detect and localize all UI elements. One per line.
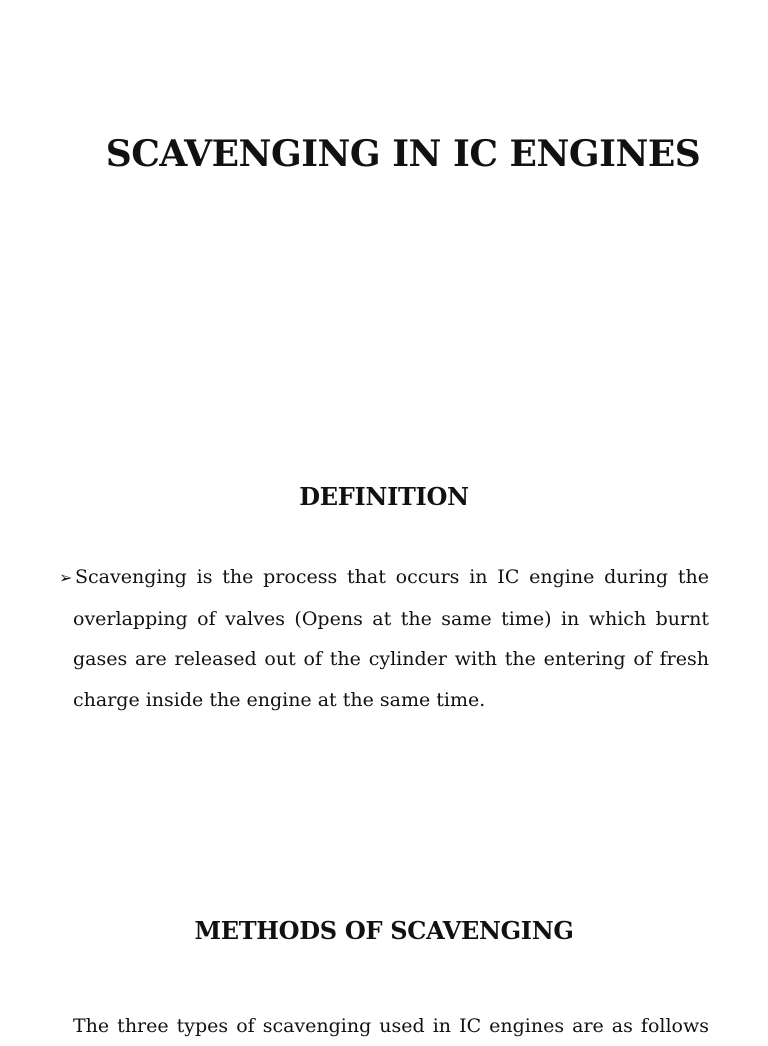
page-title: SCAVENGING IN IC ENGINES (105, 133, 701, 175)
arrow-bullet-icon: ➢ (59, 568, 73, 587)
definition-text-line: overlapping of valves (Opens at the same time) in which burnt (73, 607, 709, 630)
methods-heading: METHODS OF SCAVENGING (194, 916, 574, 945)
definition-text-line: gases are released out of the cylinder with the entering of fresh (73, 648, 709, 670)
bullet-line-1 (59, 557, 709, 599)
methods-intro-text: The three types of scavenging used in IC engines are as follows (73, 1015, 709, 1037)
definition-heading: DEFINITION (299, 482, 469, 511)
definition-bullet (59, 557, 709, 720)
definition-text-line: charge inside the engine at the same time. (73, 688, 486, 711)
definition-text-line: Scavenging is the process that occurs in IC engine during the (75, 566, 709, 588)
